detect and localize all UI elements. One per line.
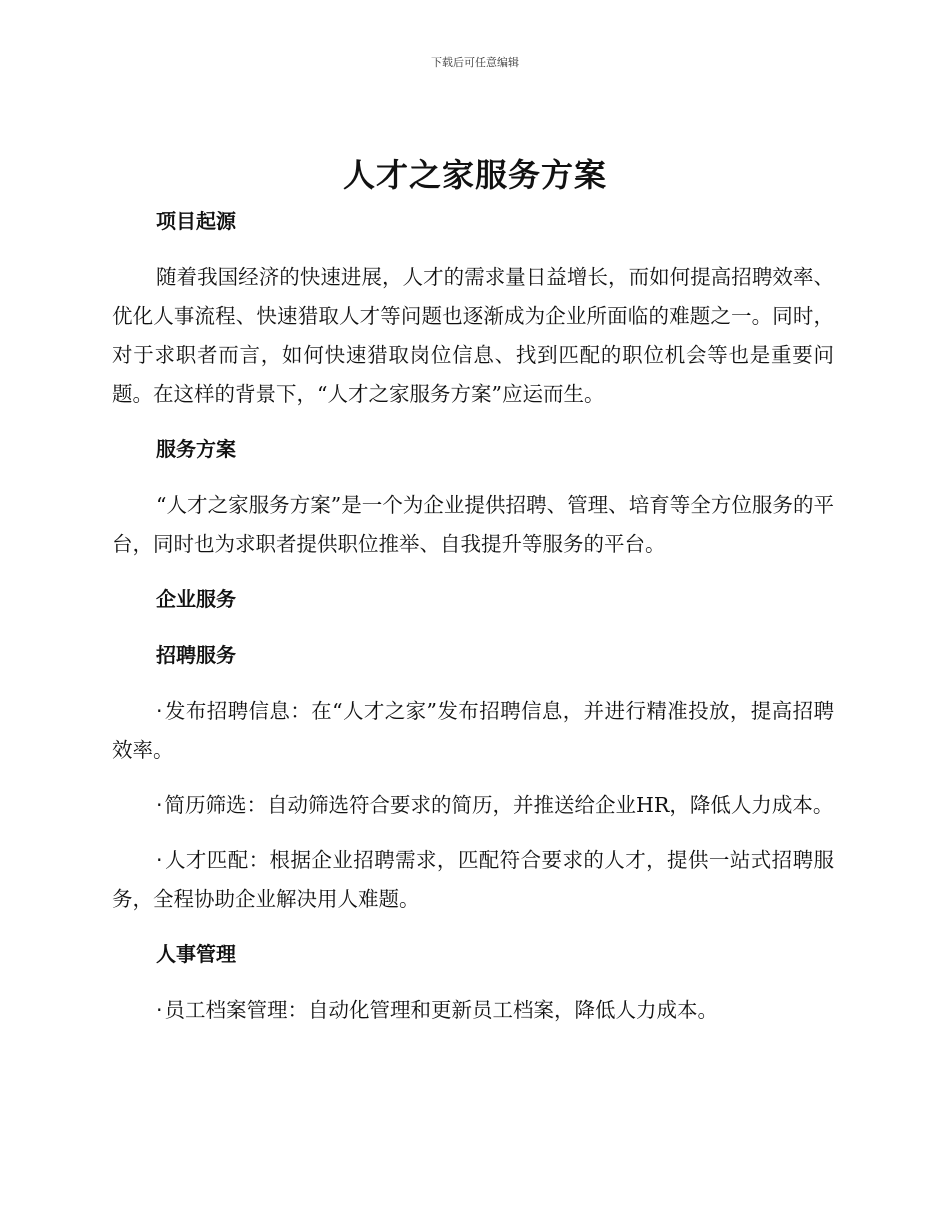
recruit-item-text: 发布招聘信息：在“人才之家”发布招聘信息，并进行精准投放，提高招聘效率。 bbox=[112, 699, 834, 762]
recruit-item-text: 简历筛选：自动筛选符合要求的简历，并推送给企业HR，降低人力成本。 bbox=[164, 793, 834, 817]
document-title: 人才之家服务方案 bbox=[342, 156, 607, 194]
section-heading-recruit: 招聘服务 bbox=[156, 643, 236, 667]
hr-item-text: 员工档案管理：自动化管理和更新员工档案，降低人力成本。 bbox=[164, 998, 719, 1022]
bullet-dot-icon: · bbox=[156, 848, 163, 872]
recruit-item-matching bbox=[112, 841, 834, 919]
recruit-item-text: 人才匹配：根据企业招聘需求，匹配符合要求的人才，提供一站式招聘服务，全程协助企业解决用人难题。 bbox=[112, 848, 834, 911]
origin-paragraph: 随着我国经济的快速进展，人才的需求量日益增长，而如何提高招聘效率、优化人事流程、快速猎取人才等问题也逐渐成为企业所面临的难题之一。同时，对于求职者而言，如何快速猎取岗位信息、找到匹配的职位机会等也是重要问题。在这样的背景下，“人才之家服务方案”应运而生。 bbox=[112, 265, 834, 406]
document-body bbox=[112, 202, 834, 1046]
section-heading-hr: 人事管理 bbox=[156, 942, 236, 966]
hr-item-archive bbox=[112, 991, 834, 1030]
header-note: 下载后可任意编辑 bbox=[431, 56, 519, 69]
bullet-dot-icon: · bbox=[156, 793, 163, 817]
bullet-dot-icon: · bbox=[156, 699, 163, 723]
plan-paragraph: “人才之家服务方案”是一个为企业提供招聘、管理、培育等全方位服务的平台，同时也为求职者提供职位推举、自我提升等服务的平台。 bbox=[112, 493, 834, 556]
section-heading-plan: 服务方案 bbox=[156, 437, 236, 461]
recruit-item-publish bbox=[112, 692, 834, 770]
section-heading-enterprise: 企业服务 bbox=[156, 587, 236, 611]
recruit-item-screening bbox=[112, 786, 834, 825]
section-heading-origin: 项目起源 bbox=[156, 209, 236, 233]
bullet-dot-icon: · bbox=[156, 998, 163, 1022]
